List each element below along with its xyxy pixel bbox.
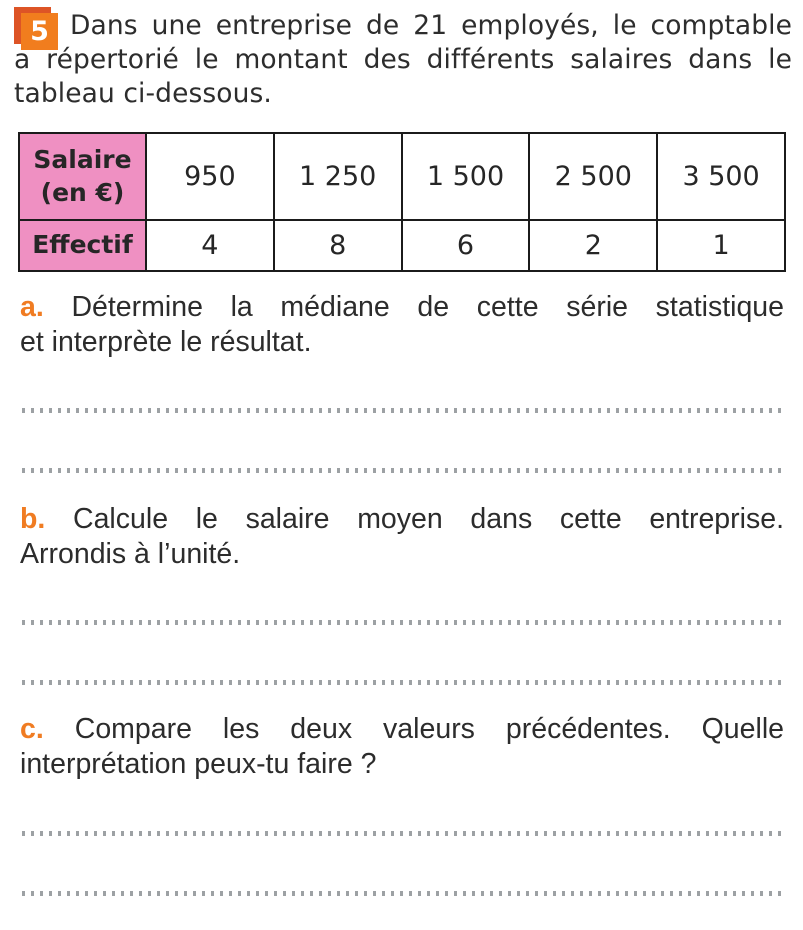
question-b bbox=[20, 502, 784, 572]
question-a-label: a. bbox=[20, 291, 44, 323]
exercise-number: 5 bbox=[21, 13, 58, 50]
question-c-text-2: interprétation peux-tu faire ? bbox=[20, 748, 377, 780]
answer-dotted-line bbox=[22, 468, 783, 473]
question-b-text-1: Calcule le salaire moyen dans cette entreprise. bbox=[73, 503, 784, 535]
salary-value-cell: 3 500 bbox=[657, 133, 785, 220]
answer-dotted-line bbox=[22, 620, 783, 625]
question-c-line-2 bbox=[20, 747, 784, 782]
salary-value-cell: 1 250 bbox=[274, 133, 402, 220]
salary-header-line2: (en €) bbox=[40, 177, 125, 207]
question-c bbox=[20, 712, 784, 782]
intro-line-1-text: Dans une entreprise de 21 employés, le comptable bbox=[70, 10, 792, 41]
salary-row bbox=[19, 133, 785, 220]
intro-line-2-text: a répertorié le montant des différents salaires dans le bbox=[14, 44, 792, 75]
question-c-line-1 bbox=[20, 712, 784, 747]
intro-line-2 bbox=[14, 43, 792, 77]
answer-dotted-line bbox=[22, 408, 783, 413]
intro-line-3 bbox=[14, 77, 792, 111]
salary-value-cell: 2 500 bbox=[529, 133, 657, 220]
answer-dotted-line bbox=[22, 891, 783, 896]
question-a-text-1: Détermine la médiane de cette série statistique bbox=[71, 291, 785, 323]
question-b-line-1 bbox=[20, 502, 784, 537]
salary-header-cell bbox=[19, 133, 146, 220]
question-b-label: b. bbox=[20, 503, 46, 535]
question-a-text-2: et interprète le résultat. bbox=[20, 326, 312, 358]
salary-header-line1: Salaire bbox=[33, 145, 132, 174]
question-a-line-1 bbox=[20, 290, 784, 325]
question-a bbox=[20, 290, 784, 360]
effectif-value-cell: 6 bbox=[402, 220, 530, 271]
question-b-text-2: Arrondis à l’unité. bbox=[20, 538, 241, 570]
effectif-value-cell: 1 bbox=[657, 220, 785, 271]
salary-value-cell: 1 500 bbox=[402, 133, 530, 220]
intro-line-3-text: tableau ci-dessous. bbox=[14, 78, 272, 109]
answer-dotted-line bbox=[22, 831, 783, 836]
intro-line-1 bbox=[14, 9, 792, 43]
effectif-value-cell: 2 bbox=[529, 220, 657, 271]
salary-value-cell: 950 bbox=[146, 133, 274, 220]
question-b-line-2 bbox=[20, 537, 784, 572]
effectif-value-cell: 4 bbox=[146, 220, 274, 271]
question-c-label: c. bbox=[20, 713, 44, 745]
question-a-line-2 bbox=[20, 325, 784, 360]
question-c-text-1: Compare les deux valeurs précédentes. Quelle bbox=[74, 713, 785, 745]
effectif-row bbox=[19, 220, 785, 271]
effectif-value-cell: 8 bbox=[274, 220, 402, 271]
exercise-intro bbox=[14, 9, 792, 111]
answer-dotted-line bbox=[22, 680, 783, 685]
effectif-header-cell: Effectif bbox=[19, 220, 146, 271]
salary-table bbox=[18, 132, 786, 272]
